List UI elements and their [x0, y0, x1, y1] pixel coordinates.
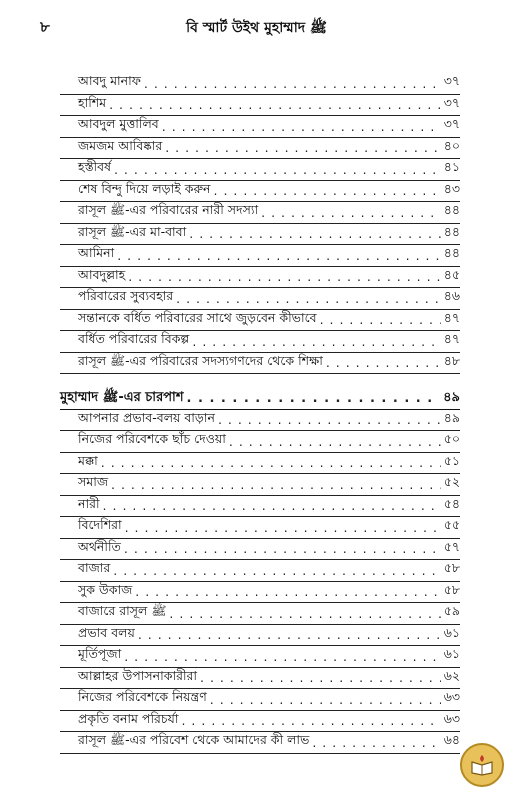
toc-entry-page: ৪৪ — [443, 202, 460, 218]
toc-leader-dots — [113, 563, 440, 578]
toc-entry-page: ৫০ — [443, 431, 460, 447]
toc-entry-page: ৫৮ — [443, 581, 460, 597]
toc-leader-dots — [214, 183, 441, 198]
toc-entry-page: ৬১ — [443, 624, 460, 640]
toc-leader-dots — [210, 692, 441, 707]
toc-entry-title: আবদুল্লাহ — [78, 266, 126, 282]
toc-row[interactable] — [60, 353, 460, 375]
toc-leader-dots — [128, 269, 441, 284]
toc-entry-title: হস্তীবর্ষ — [78, 159, 111, 175]
toc-entry-title: আপনার প্রভাব-বলয় বাড়ান — [78, 409, 215, 425]
toc-entry-page: ৪৪ — [443, 245, 460, 261]
toc-leader-dots — [312, 735, 440, 750]
toc-entry-page: ৫৫ — [443, 517, 460, 533]
toc-leader-dots — [135, 584, 440, 599]
toc-leader-dots — [103, 498, 441, 513]
toc-leader-dots — [162, 119, 441, 134]
toc-entry-page: ৬১ — [443, 646, 460, 662]
toc-leader-dots — [200, 670, 441, 685]
toc-entry-title: রাসূল ﷺ-এর মা-বাবা — [78, 223, 187, 239]
toc-entry-page: ৩৭ — [443, 116, 460, 132]
toc-entry-title: বিদেশিরা — [78, 517, 122, 533]
toc-row[interactable] — [60, 267, 460, 289]
toc-row[interactable] — [60, 603, 460, 625]
publisher-logo — [460, 743, 504, 787]
toc-entry-title: নারী — [78, 495, 100, 511]
toc-row[interactable] — [60, 646, 460, 668]
toc-entry-title: নিজের পরিবেশকে নিয়ন্ত্রণ — [78, 689, 207, 705]
toc-row[interactable] — [60, 116, 460, 138]
section-gap — [60, 374, 460, 388]
toc-entry-title: আবদু মানাফ — [78, 73, 141, 89]
toc-row[interactable] — [60, 732, 460, 754]
toc-row[interactable] — [60, 181, 460, 203]
toc-leader-dots — [229, 434, 441, 449]
toc-entry-title: সন্তানকে বর্ধিত পরিবারের সাথে জুড়বেন কীভাবে — [78, 309, 317, 325]
toc-entry-page: ৪৬ — [443, 288, 460, 304]
toc-row[interactable] — [60, 202, 460, 224]
toc-entry-page: ৫১ — [443, 452, 460, 468]
toc-entry-title: জমজম আবিষ্কার — [78, 137, 163, 153]
toc-chapter-row[interactable] — [60, 388, 460, 410]
toc-entry-page: ৪৭ — [443, 331, 460, 347]
toc-chapter-title: মুহাম্মাদ ﷺ-এর চারপাশ — [60, 389, 184, 405]
toc-leader-dots — [117, 248, 441, 263]
toc-leader-dots — [189, 226, 441, 241]
toc-leader-dots — [124, 541, 441, 556]
toc-leader-dots — [138, 627, 441, 642]
toc-entry-title: রাসূল ﷺ-এর পরিবারের সদস্যগণদের থেকে শিক্ষা — [78, 352, 323, 368]
toc-chapter-page: ৪৯ — [443, 389, 460, 405]
toc-row[interactable] — [60, 517, 460, 539]
toc-row[interactable] — [60, 138, 460, 160]
toc-entry-page: ৪১ — [443, 159, 460, 175]
book-lamp-icon — [470, 754, 494, 776]
toc-entry-page: ৪০ — [443, 137, 460, 153]
toc-row[interactable] — [60, 453, 460, 475]
toc-row[interactable] — [60, 95, 460, 117]
table-of-contents — [60, 73, 460, 754]
toc-entry-title: বাজার — [78, 560, 111, 576]
toc-entry-title: আমিনা — [78, 245, 115, 261]
toc-row[interactable] — [60, 668, 460, 690]
toc-row[interactable] — [60, 582, 460, 604]
toc-entry-title: শেষ বিন্দু দিয়ে লড়াই করুন — [78, 180, 211, 196]
page-number: ৮ — [40, 18, 50, 36]
toc-leader-dots — [111, 477, 441, 492]
toc-leader-dots — [176, 291, 441, 306]
toc-row[interactable] — [60, 625, 460, 647]
running-title: বি স্মার্ট উইথ মুহাম্মাদ ﷺ — [186, 20, 327, 36]
toc-entry-title: সমাজ — [78, 474, 109, 490]
toc-entry-page: ৪৮ — [443, 352, 460, 368]
toc-row[interactable] — [60, 711, 460, 733]
toc-leader-dots — [124, 649, 441, 664]
toc-entry-page: ৫৭ — [443, 538, 460, 554]
toc-entry-title: বাজারে রাসূল ﷺ — [78, 603, 167, 619]
toc-entry-page: ৪৪ — [443, 223, 460, 239]
toc-entry-page: ৫৪ — [443, 495, 460, 511]
toc-entry-page: ৫২ — [443, 474, 460, 490]
toc-entry-page: ৫৮ — [443, 560, 460, 576]
toc-leader-dots — [218, 412, 441, 427]
toc-entry-page: ৬৩ — [443, 710, 460, 726]
toc-leader-dots — [326, 355, 441, 370]
toc-entry-title: প্রভাব বলয় — [78, 624, 135, 640]
toc-entry-title: অর্থনীতি — [78, 538, 121, 554]
toc-leader-dots — [114, 162, 441, 177]
toc-entry-page: ৬৪ — [443, 732, 460, 748]
toc-entry-page: ৩৭ — [443, 73, 460, 89]
toc-leader-dots — [144, 76, 441, 91]
toc-row[interactable] — [60, 496, 460, 518]
toc-row[interactable] — [60, 245, 460, 267]
toc-entry-title: মক্কা — [78, 452, 98, 468]
toc-leader-dots — [187, 391, 441, 406]
toc-entry-title: প্রকৃতি বনাম পরিচর্যা — [78, 710, 179, 726]
toc-entry-page: ৪৩ — [443, 180, 460, 196]
toc-leader-dots — [192, 334, 440, 349]
toc-entry-title: আবদুল মুত্তালিব — [78, 116, 159, 132]
toc-entry-page: ৩৭ — [443, 94, 460, 110]
toc-row[interactable] — [60, 288, 460, 310]
toc-entry-title: পরিবারের সুব্যবহার — [78, 288, 174, 304]
toc-row[interactable] — [60, 331, 460, 353]
toc-leader-dots — [181, 713, 440, 728]
toc-row[interactable] — [60, 73, 460, 95]
toc-entry-title: বর্ধিত পরিবারের বিকল্প — [78, 331, 190, 347]
toc-row[interactable] — [60, 159, 460, 181]
toc-section-1 — [60, 73, 460, 374]
toc-row[interactable] — [60, 539, 460, 561]
toc-entry-title: রাসূল ﷺ-এর পরিবেশ থেকে আমাদের কী লাভ — [78, 732, 310, 748]
toc-entry-page: ৪৫ — [443, 266, 460, 282]
toc-leader-dots — [165, 140, 441, 155]
toc-entry-page: ৬২ — [443, 667, 460, 683]
toc-leader-dots — [169, 606, 440, 621]
toc-leader-dots — [320, 312, 441, 327]
toc-entry-page: ৬৩ — [443, 689, 460, 705]
toc-entry-title: সুক উকাজ — [78, 581, 133, 597]
toc-row[interactable] — [60, 560, 460, 582]
toc-leader-dots — [125, 520, 441, 535]
toc-row[interactable] — [60, 410, 460, 432]
toc-row[interactable] — [60, 474, 460, 496]
toc-entry-title: নিজের পরিবেশকে ছাঁচ দেওয়া — [78, 431, 226, 447]
toc-entry-title: মূর্তিপূজা — [78, 646, 122, 662]
toc-entry-page: ৪৭ — [443, 309, 460, 325]
toc-entry-title: আল্লাহর উপাসনাকারীরা — [78, 667, 198, 683]
toc-entry-page: ৪৯ — [443, 409, 460, 425]
toc-entry-title: হাশিম — [78, 94, 107, 110]
toc-row[interactable] — [60, 689, 460, 711]
toc-leader-dots — [101, 455, 441, 470]
toc-leader-dots — [109, 97, 441, 112]
toc-entry-title: রাসূল ﷺ-এর পরিবারের নারী সদস্যা — [78, 202, 259, 218]
toc-row[interactable] — [60, 310, 460, 332]
toc-leader-dots — [261, 205, 441, 220]
toc-row[interactable] — [60, 431, 460, 453]
toc-entry-page: ৫৯ — [443, 603, 460, 619]
toc-section-2 — [60, 410, 460, 754]
toc-row[interactable] — [60, 224, 460, 246]
